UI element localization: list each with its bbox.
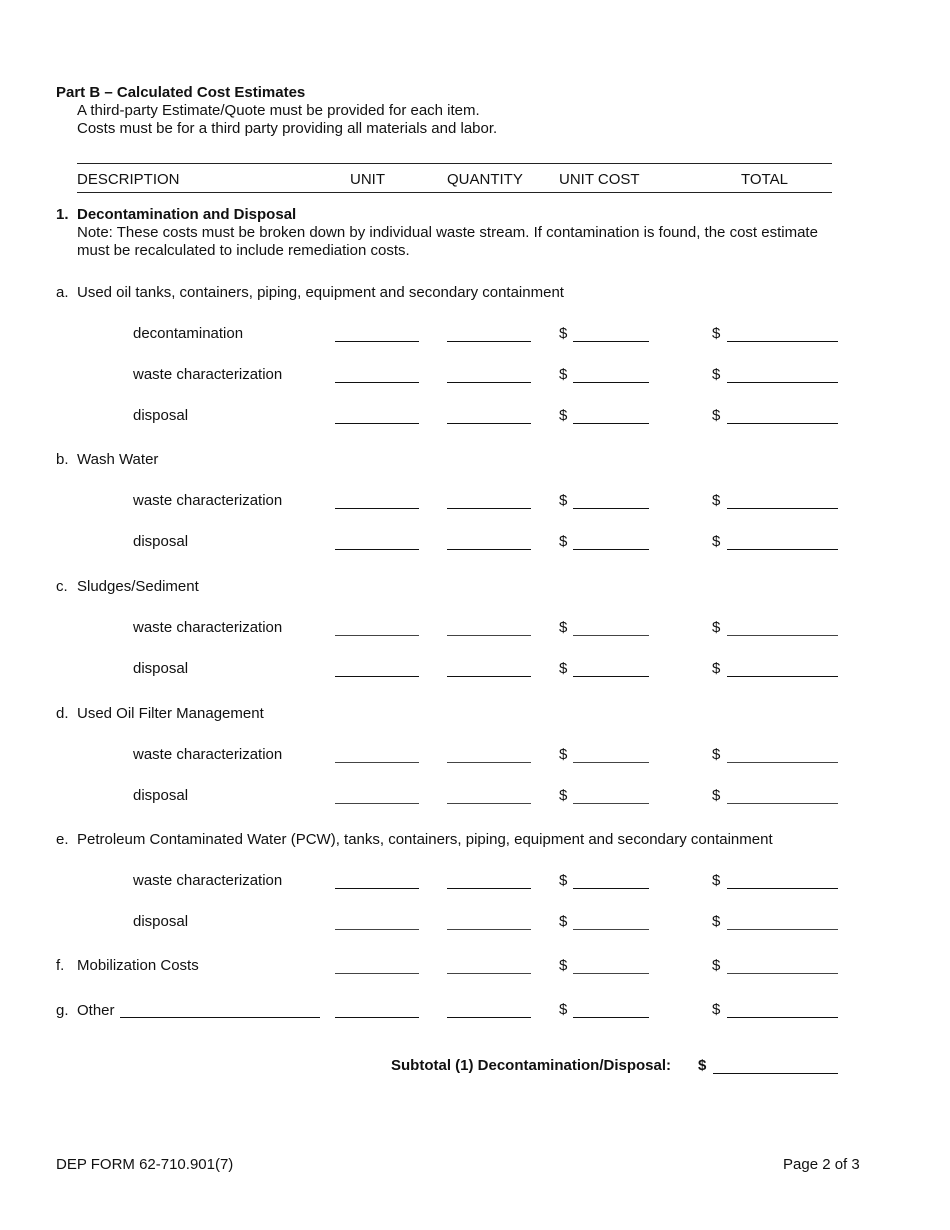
total-dollar: $ <box>712 957 721 974</box>
quantity-field[interactable] <box>447 973 531 974</box>
item-d-row-label: waste characterization <box>133 746 283 763</box>
total-dollar: $ <box>712 407 721 424</box>
unit-cost-dollar: $ <box>559 787 568 804</box>
item-f-letter: f. <box>56 957 65 974</box>
quantity-field[interactable] <box>447 635 531 636</box>
item-a-row-label: disposal <box>133 407 189 424</box>
quantity-field[interactable] <box>447 508 531 509</box>
unit-cost-field[interactable] <box>573 803 649 804</box>
quantity-field[interactable] <box>447 888 531 889</box>
total-dollar: $ <box>712 619 721 636</box>
header-top-rule <box>77 163 832 164</box>
item-e-label: Petroleum Contaminated Water (PCW), tanks, containers, piping, equipment and secondary containment <box>77 831 773 848</box>
total-field[interactable] <box>727 382 838 383</box>
unit-field[interactable] <box>335 929 419 930</box>
unit-cost-dollar: $ <box>559 492 568 509</box>
quantity-field[interactable] <box>447 341 531 342</box>
quantity-field[interactable] <box>447 929 531 930</box>
unit-cost-field[interactable] <box>573 888 649 889</box>
total-dollar: $ <box>712 533 721 550</box>
item-a-row-label: waste characterization <box>133 366 283 383</box>
unit-cost-dollar: $ <box>559 533 568 550</box>
unit-cost-field[interactable] <box>573 973 649 974</box>
section1-note-line2: must be recalculated to include remediation costs. <box>77 242 410 259</box>
total-dollar: $ <box>712 366 721 383</box>
form-id: DEP FORM 62-710.901(7) <box>56 1156 234 1173</box>
unit-field[interactable] <box>335 676 419 677</box>
unit-cost-dollar: $ <box>559 407 568 424</box>
total-dollar: $ <box>712 1001 721 1018</box>
subtotal-label: Subtotal (1) Decontamination/Disposal: <box>391 1057 672 1074</box>
total-dollar: $ <box>712 913 721 930</box>
section1-number: 1. <box>56 206 69 223</box>
item-c-letter: c. <box>56 578 68 595</box>
unit-cost-dollar: $ <box>559 660 568 677</box>
unit-cost-field[interactable] <box>573 382 649 383</box>
header-bottom-rule <box>77 192 832 193</box>
item-g-label: Other <box>77 1002 115 1019</box>
subtotal-field[interactable] <box>713 1073 838 1074</box>
total-field[interactable] <box>727 888 838 889</box>
col-total: TOTAL <box>741 171 788 188</box>
col-description: DESCRIPTION <box>77 171 180 188</box>
total-field[interactable] <box>727 423 838 424</box>
item-c-row-label: disposal <box>133 660 189 677</box>
item-d-label: Used Oil Filter Management <box>77 705 264 722</box>
unit-cost-field[interactable] <box>573 1017 649 1018</box>
unit-field[interactable] <box>335 973 419 974</box>
part-b-note-line2: Costs must be for a third party providing all materials and labor. <box>77 120 498 137</box>
unit-cost-field[interactable] <box>573 929 649 930</box>
item-b-row-label: disposal <box>133 533 189 550</box>
item-a-row-label: decontamination <box>133 325 244 342</box>
total-dollar: $ <box>712 872 721 889</box>
unit-cost-dollar: $ <box>559 957 568 974</box>
item-g-letter: g. <box>56 1002 69 1019</box>
unit-cost-dollar: $ <box>559 1001 568 1018</box>
part-b-note-line1: A third-party Estimate/Quote must be provided for each item. <box>77 102 480 119</box>
unit-cost-dollar: $ <box>559 872 568 889</box>
unit-field[interactable] <box>335 635 419 636</box>
item-b-row-label: waste characterization <box>133 492 283 509</box>
quantity-field[interactable] <box>447 423 531 424</box>
unit-field[interactable] <box>335 549 419 550</box>
quantity-field[interactable] <box>447 549 531 550</box>
item-e-letter: e. <box>56 831 69 848</box>
item-a-letter: a. <box>56 284 69 301</box>
item-d-letter: d. <box>56 705 69 722</box>
quantity-field[interactable] <box>447 762 531 763</box>
quantity-field[interactable] <box>447 803 531 804</box>
unit-cost-dollar: $ <box>559 366 568 383</box>
unit-field[interactable] <box>335 341 419 342</box>
unit-field[interactable] <box>335 888 419 889</box>
unit-cost-dollar: $ <box>559 619 568 636</box>
unit-field[interactable] <box>335 762 419 763</box>
total-dollar: $ <box>712 746 721 763</box>
total-field[interactable] <box>727 508 838 509</box>
total-field[interactable] <box>727 803 838 804</box>
section1-note-line1: Note: These costs must be broken down by individual waste stream. If contamination is found, the cost estimate <box>77 224 818 241</box>
unit-cost-field[interactable] <box>573 762 649 763</box>
unit-field[interactable] <box>335 382 419 383</box>
col-quantity: QUANTITY <box>447 171 523 188</box>
total-field[interactable] <box>727 676 838 677</box>
total-field[interactable] <box>727 549 838 550</box>
total-field[interactable] <box>727 341 838 342</box>
unit-cost-field[interactable] <box>573 508 649 509</box>
unit-field[interactable] <box>335 1017 419 1018</box>
unit-field[interactable] <box>335 423 419 424</box>
item-e-row-label: disposal <box>133 913 189 930</box>
unit-cost-field[interactable] <box>573 341 649 342</box>
quantity-field[interactable] <box>447 1017 531 1018</box>
item-b-label: Wash Water <box>77 451 159 468</box>
total-dollar: $ <box>712 660 721 677</box>
unit-cost-dollar: $ <box>559 325 568 342</box>
total-dollar: $ <box>712 492 721 509</box>
part-b-title: Part B – Calculated Cost Estimates <box>56 84 306 101</box>
item-f-label: Mobilization Costs <box>77 957 199 974</box>
total-field[interactable] <box>727 973 838 974</box>
unit-field[interactable] <box>335 803 419 804</box>
other-description-field[interactable] <box>120 1017 320 1018</box>
total-field[interactable] <box>727 635 838 636</box>
total-dollar: $ <box>712 325 721 342</box>
unit-cost-dollar: $ <box>559 746 568 763</box>
item-e-row-label: waste characterization <box>133 872 283 889</box>
section1-title: Decontamination and Disposal <box>77 206 297 223</box>
total-field[interactable] <box>727 1017 838 1018</box>
total-field[interactable] <box>727 929 838 930</box>
item-a-label: Used oil tanks, containers, piping, equipment and secondary containment <box>77 284 564 301</box>
unit-cost-dollar: $ <box>559 913 568 930</box>
unit-field[interactable] <box>335 508 419 509</box>
col-unit-cost: UNIT COST <box>559 171 640 188</box>
quantity-field[interactable] <box>447 382 531 383</box>
item-b-letter: b. <box>56 451 69 468</box>
total-dollar: $ <box>712 787 721 804</box>
quantity-field[interactable] <box>447 676 531 677</box>
item-d-row-label: disposal <box>133 787 189 804</box>
unit-cost-field[interactable] <box>573 549 649 550</box>
item-c-row-label: waste characterization <box>133 619 283 636</box>
subtotal-dollar: $ <box>698 1057 707 1074</box>
unit-cost-field[interactable] <box>573 423 649 424</box>
page-number: Page 2 of 3 <box>783 1156 860 1173</box>
total-field[interactable] <box>727 762 838 763</box>
unit-cost-field[interactable] <box>573 676 649 677</box>
item-c-label: Sludges/Sediment <box>77 578 199 595</box>
col-unit: UNIT <box>350 171 385 188</box>
unit-cost-field[interactable] <box>573 635 649 636</box>
